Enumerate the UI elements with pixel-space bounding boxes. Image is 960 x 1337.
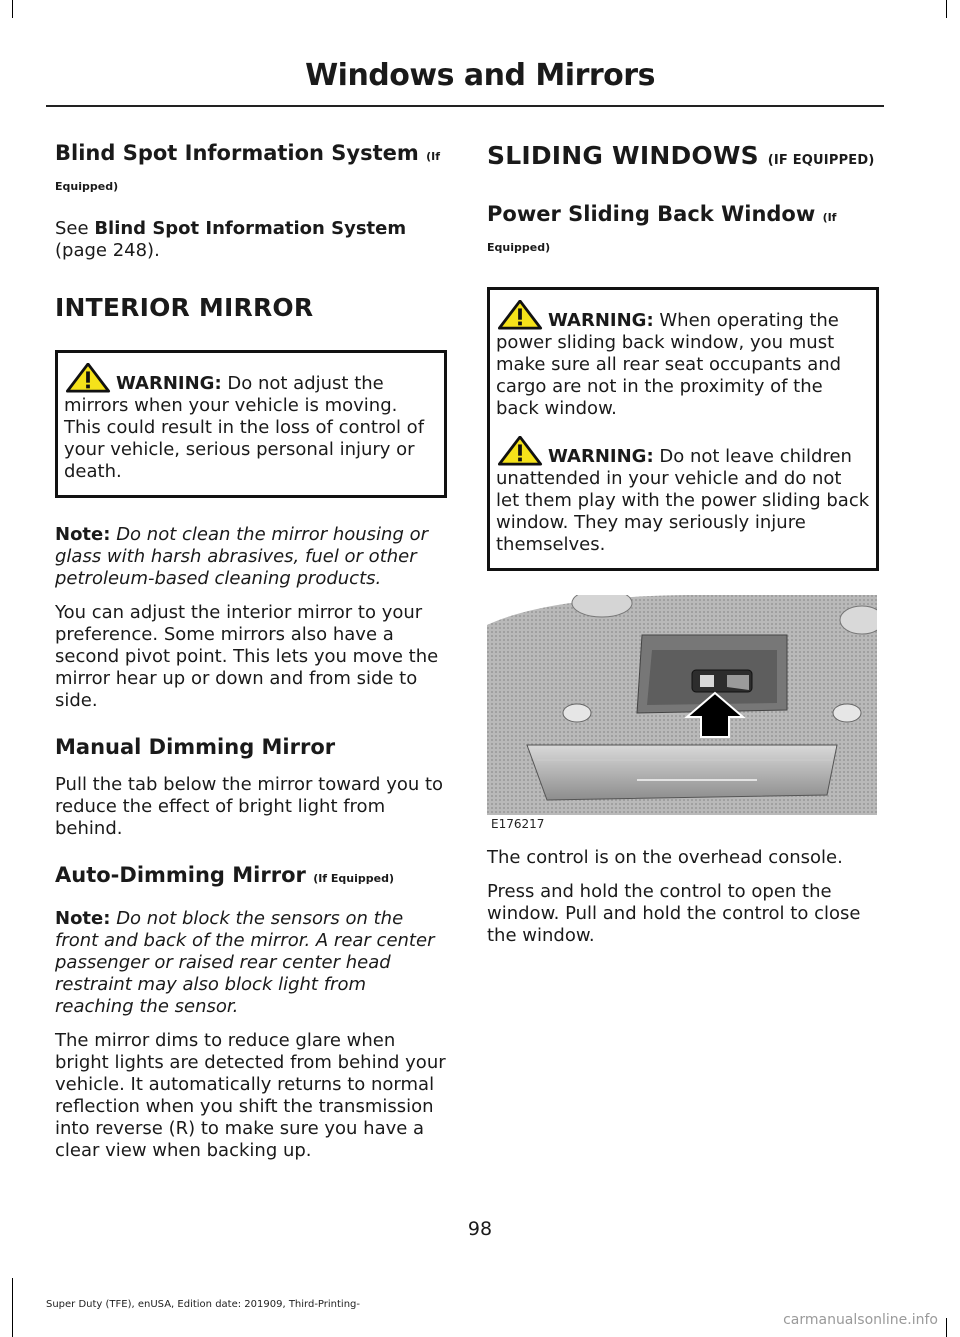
warning1-text: When operating the power sliding back window, you must make sure all rear seat occupants and cargo are not in the proximity of the back window. <box>496 310 842 419</box>
warning2-label: WARNING: <box>548 446 654 467</box>
page-number: 98 <box>467 1218 493 1240</box>
bsis-link[interactable]: Blind Spot Information System <box>94 218 407 239</box>
sliding-qualifier: (IF EQUIPPED) <box>767 153 875 168</box>
warning-triangle-icon <box>496 300 544 330</box>
bsis-reference: See Blind Spot Information System (page 248). <box>55 218 407 261</box>
bsis-heading: Blind Spot Information System (If Equipped) <box>55 141 440 193</box>
paragraph-control-operation: Press and hold the control to open the window. Pull and hold the control to close the window. <box>487 881 861 946</box>
interior-mirror-heading: INTERIOR MIRROR <box>55 293 314 322</box>
left-column <box>55 140 447 1162</box>
power-sliding-qualifier: (If Equipped) <box>487 211 837 254</box>
manual-dimming-heading: Manual Dimming Mirror <box>55 735 336 759</box>
watermark: carmanualsonline.info <box>783 1312 938 1328</box>
crop-mark-bottom-left <box>12 1278 13 1337</box>
paragraph-manual-dimming: Pull the tab below the mirror toward you to reduce the effect of bright light from behind. <box>55 774 444 839</box>
overhead-console-illustration <box>487 595 877 815</box>
warning2-text: Do not leave children unattended in your vehicle and do not let them play with the power sliding back window. They may seriously injure themselves. <box>496 446 870 555</box>
warning-box-mirror <box>55 350 447 498</box>
crop-mark-bottom-right <box>946 1318 947 1337</box>
power-sliding-heading: Power Sliding Back Window (If Equipped) <box>487 202 837 254</box>
page-title: Windows and Mirrors <box>305 58 655 93</box>
paragraph-auto-dimming: The mirror dims to reduce glare when bright lights are detected from behind your vehicle. It automatically returns to normal reflection when you shift the transmission into reverse (R) to make sure you have a clear view when backing up. <box>55 1030 446 1161</box>
warning-text: Do not adjust the mirrors when your vehicle is moving. This could result in the loss of control of your vehicle, serious personal injury or death. <box>64 373 425 482</box>
note-mirror-cleaning: Note: Do not clean the mirror housing or glass with harsh abrasives, fuel or other petroleum-based cleaning products. <box>55 524 429 589</box>
warning-box-sliding-window <box>487 287 879 571</box>
crop-mark-top-right <box>946 0 947 18</box>
auto-dimming-qualifier: (If Equipped) <box>313 872 395 885</box>
overhead-console-figure <box>487 595 877 833</box>
paragraph-control-location: The control is on the overhead console. <box>487 847 843 868</box>
sliding-windows-heading: SLIDING WINDOWS (IF EQUIPPED) <box>487 141 875 170</box>
warning-triangle-icon <box>496 436 544 466</box>
crop-mark-top-left <box>12 0 13 18</box>
note-auto-dimming: Note: Do not block the sensors on the front and back of the mirror. A rear center passenger or raised rear center head restraint may also block light from reaching the sensor. <box>55 908 435 1017</box>
warning1-label: WARNING: <box>548 310 654 331</box>
auto-dimming-heading: Auto-Dimming Mirror (If Equipped) <box>55 863 395 887</box>
warning-label: WARNING: <box>116 373 222 394</box>
warning-triangle-icon <box>64 363 112 393</box>
bsis-qualifier: (If Equipped) <box>55 150 440 193</box>
footer-edition: Super Duty (TFE), enUSA, Edition date: 201909, Third-Printing- <box>46 1299 361 1310</box>
figure-id: E176217 <box>491 817 545 831</box>
paragraph-adjust-mirror: You can adjust the interior mirror to your preference. Some mirrors also have a second pivot point. This lets you move the mirror hear up or down and from side to side. <box>55 602 439 711</box>
right-column <box>487 140 879 947</box>
header-rule <box>46 105 884 107</box>
